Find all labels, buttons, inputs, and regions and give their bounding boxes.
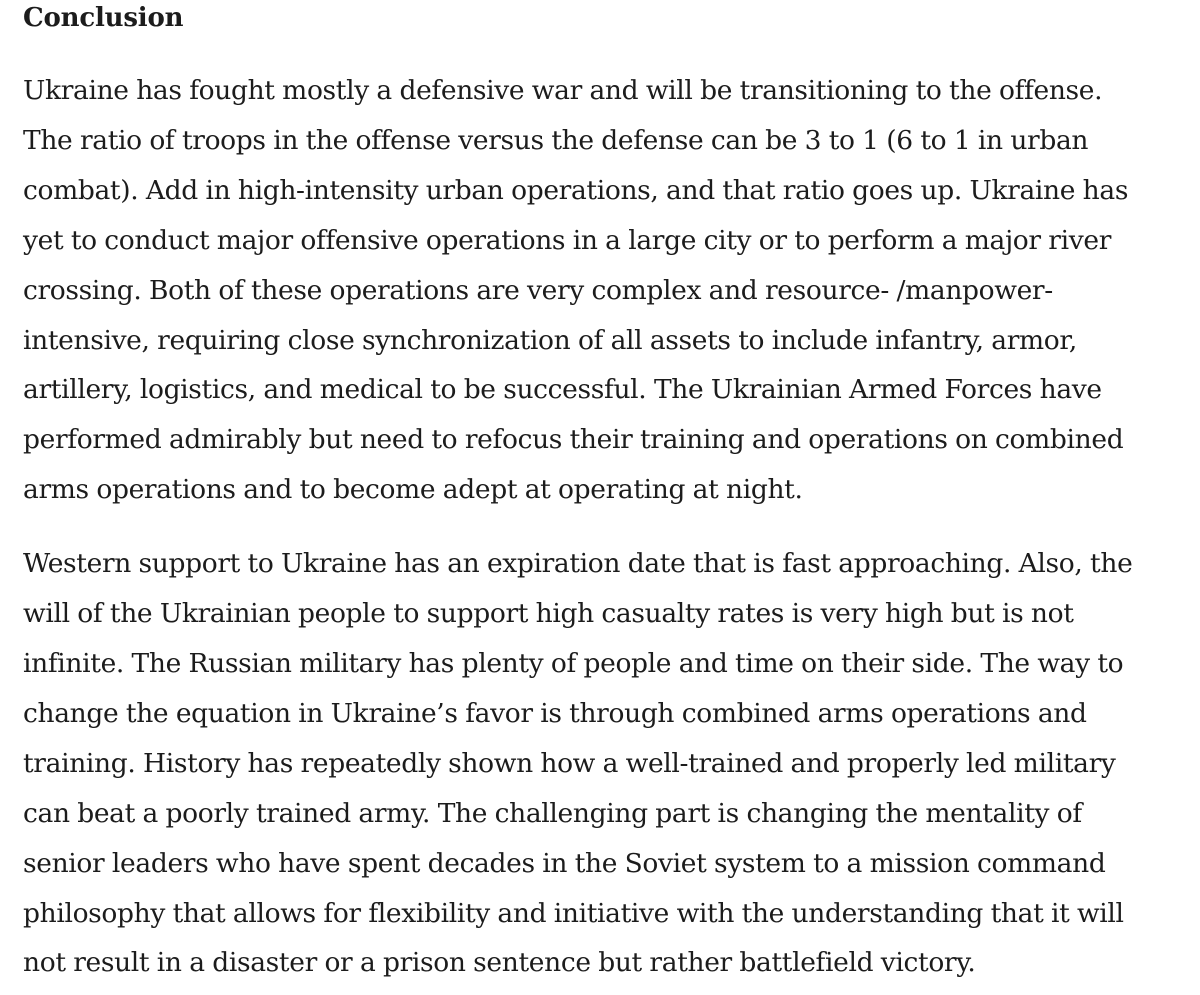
text-line: performed admirably but need to refocus their training and operations on combined: [23, 424, 1124, 456]
text-line: senior leaders who have spent decades in the Soviet system to a mission command: [23, 847, 1106, 879]
text-line: will of the Ukrainian people to support high casualty rates is very high but is not: [23, 598, 1074, 630]
section-heading: Conclusion: [23, 3, 184, 33]
text-line: intensive, requiring close synchronization of all assets to include infantry, armor,: [23, 324, 1077, 356]
text-line: training. History has repeatedly shown how a well-trained and properly led military: [23, 747, 1116, 779]
text-line: can beat a poorly trained army. The challenging part is changing the mentality of: [23, 797, 1082, 829]
text-line: combat). Add in high-intensity urban operations, and that ratio goes up. Ukraine has: [23, 174, 1129, 206]
text-line: change the equation in Ukraine’s favor is through combined arms operations and: [23, 697, 1087, 729]
article-body: [23, 0, 1188, 988]
text-line: infinite. The Russian military has plenty of people and time on their side. The way to: [23, 647, 1124, 679]
text-line: arms operations and to become adept at operating at night.: [23, 474, 803, 506]
paragraph-2: [23, 539, 1188, 988]
text-line: yet to conduct major offensive operations in a large city or to perform a major river: [23, 224, 1112, 256]
text-line: artillery, logistics, and medical to be successful. The Ukrainian Armed Forces have: [23, 374, 1102, 406]
text-line: crossing. Both of these operations are very complex and resource- /manpower-: [23, 274, 1053, 306]
text-line: The ratio of troops in the offense versus the defense can be 3 to 1 (6 to 1 in urban: [23, 124, 1089, 156]
text-line: Western support to Ukraine has an expiration date that is fast approaching. Also, the: [23, 548, 1133, 580]
paragraph-1: [23, 66, 1188, 515]
text-line: not result in a disaster or a prison sentence but rather battlefield victory.: [23, 947, 976, 979]
text-line: Ukraine has fought mostly a defensive war and will be transitioning to the offense.: [23, 75, 1103, 106]
text-line: philosophy that allows for flexibility and initiative with the understanding that it will: [23, 897, 1124, 929]
